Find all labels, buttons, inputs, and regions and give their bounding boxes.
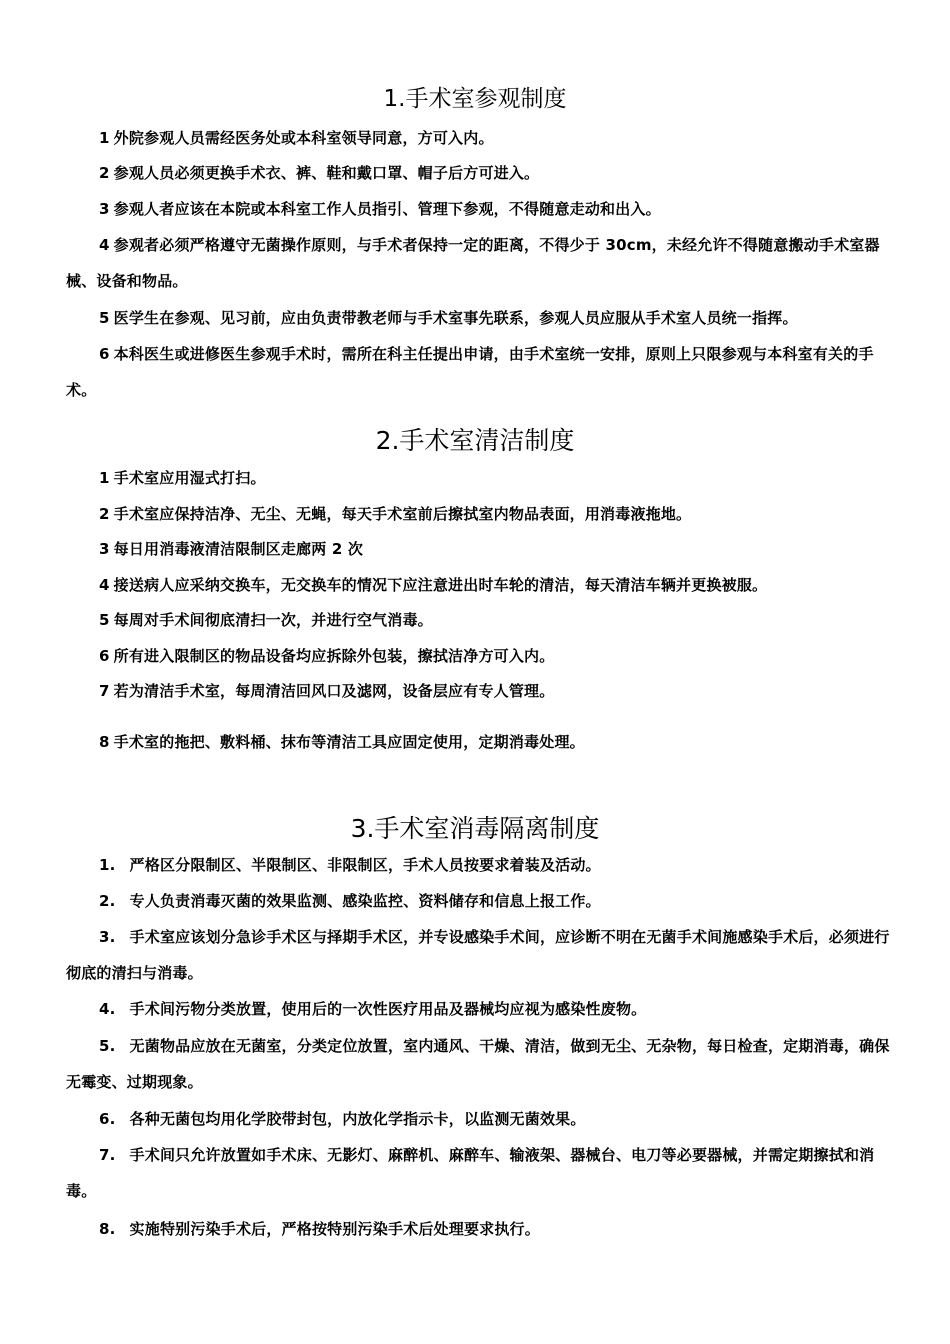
item-number: 2. xyxy=(99,892,116,910)
item-number: 1. xyxy=(99,856,116,874)
item-number: 6. xyxy=(99,1110,116,1128)
section-1-item-1 xyxy=(66,120,892,156)
item-number: 1 xyxy=(99,469,110,487)
item-text: 本科医生或进修医生参观手术时，需所在科主任提出申请，由手术室统一安排，原则上只限参观与本科室有关的手术。 xyxy=(66,345,874,399)
section-3-item-8 xyxy=(66,1211,892,1247)
section-3-item-6 xyxy=(66,1101,892,1137)
item-text: 手术室应保持洁净、无尘、无蝇，每天手术室前后擦拭室内物品表面，用消毒液拖地。 xyxy=(113,505,692,523)
section-2-item-6 xyxy=(66,638,892,674)
section-3-item-3 xyxy=(66,919,892,991)
item-text: 专人负责消毒灭菌的效果监测、感染监控、资料储存和信息上报工作。 xyxy=(129,892,601,910)
section-2-item-3 xyxy=(66,531,892,567)
section-3-item-4 xyxy=(66,991,892,1027)
item-text: 每周对手术间彻底清扫一次，并进行空气消毒。 xyxy=(113,611,433,629)
section-1-item-3 xyxy=(66,191,892,227)
item-number: 5 xyxy=(99,611,110,629)
item-number: 7 xyxy=(99,682,110,700)
item-text: 所有进入限制区的物品设备均应拆除外包装，擦拭洁净方可入内。 xyxy=(113,647,555,665)
item-text: 严格区分限制区、半限制区、非限制区，手术人员按要求着装及活动。 xyxy=(129,856,601,874)
section-3-item-1 xyxy=(66,847,892,883)
item-number: 4 xyxy=(99,576,110,594)
item-number: 3 xyxy=(99,200,110,218)
item-number: 2 xyxy=(99,505,110,523)
item-text: 手术室应该划分急诊手术区与择期手术区，并专设感染手术间，应诊断不明在无菌手术间施感染手术后，必须进行彻底的清扫与消毒。 xyxy=(66,928,890,982)
item-text: 参观者必须严格遵守无菌操作原则，与手术者保持一定的距离，不得少于 30cm，未经允许不得随意搬动手术室器械、设备和物品。 xyxy=(66,236,880,290)
item-text: 实施特别污染手术后，严格按特别污染手术后处理要求执行。 xyxy=(129,1220,540,1238)
section-1-item-4 xyxy=(66,227,892,299)
item-text: 手术间污物分类放置，使用后的一次性医疗用品及器械均应视为感染性废物。 xyxy=(129,1000,647,1018)
item-number: 7. xyxy=(99,1146,116,1164)
section-2-item-4 xyxy=(66,567,892,603)
item-text: 手术室应用湿式打扫。 xyxy=(113,469,266,487)
item-text: 参观人者应该在本院或本科室工作人员指引、管理下参观，不得随意走动和出入。 xyxy=(113,200,661,218)
item-text: 参观人员必须更换手术衣、裤、鞋和戴口罩、帽子后方可进入。 xyxy=(113,164,540,182)
item-number: 6 xyxy=(99,647,110,665)
item-number: 5 xyxy=(99,309,110,327)
item-text: 医学生在参观、见习前，应由负责带教老师与手术室事先联系，参观人员应服从手术室人员统一指挥。 xyxy=(113,309,798,327)
item-number: 1 xyxy=(99,129,110,147)
item-text: 手术间只允许放置如手术床、无影灯、麻醉机、麻醉车、输液架、器械台、电刀等必要器械，并需定期擦拭和消毒。 xyxy=(66,1146,875,1200)
item-number: 4. xyxy=(99,1000,116,1018)
section-2-title: 2.手术室清洁制度 xyxy=(375,426,575,455)
item-number: 2 xyxy=(99,164,110,182)
section-3-item-5 xyxy=(66,1028,892,1100)
item-number: 8 xyxy=(99,733,110,751)
section-1-item-2 xyxy=(66,155,892,191)
item-number: 8. xyxy=(99,1220,116,1238)
section-1-title: 1.手术室参观制度 xyxy=(383,86,567,112)
section-3-item-7 xyxy=(66,1137,892,1209)
section-3-title: 3.手术室消毒隔离制度 xyxy=(350,814,600,843)
item-number: 3 xyxy=(99,540,110,558)
item-text: 每日用消毒液清洁限制区走廊两 2 次 xyxy=(113,540,364,558)
section-2-item-1 xyxy=(66,460,892,496)
item-number: 6 xyxy=(99,345,110,363)
section-2-item-8 xyxy=(66,724,892,760)
item-number: 3. xyxy=(99,928,116,946)
item-text: 若为清洁手术室，每周清洁回风口及滤网，设备层应有专人管理。 xyxy=(113,682,555,700)
item-text: 外院参观人员需经医务处或本科室领导同意，方可入内。 xyxy=(113,129,494,147)
item-text: 接送病人应采纳交换车，无交换车的情况下应注意进出时车轮的清洁，每天清洁车辆并更换被服。 xyxy=(113,576,768,594)
item-number: 5. xyxy=(99,1037,116,1055)
section-2-item-5 xyxy=(66,602,892,638)
section-3-item-2 xyxy=(66,883,892,919)
section-2-item-7 xyxy=(66,673,892,709)
item-text: 无菌物品应放在无菌室，分类定位放置，室内通风、干燥、清洁，做到无尘、无杂物，每日检查，定期消毒，确保无霉变、过期现象。 xyxy=(66,1037,890,1091)
section-2-item-2 xyxy=(66,496,892,532)
section-1-item-5 xyxy=(66,300,892,336)
item-text: 手术室的拖把、敷料桶、抹布等清洁工具应固定使用，定期消毒处理。 xyxy=(113,733,585,751)
item-number: 4 xyxy=(99,236,110,254)
item-text: 各种无菌包均用化学胶带封包，内放化学指示卡，以监测无菌效果。 xyxy=(129,1110,586,1128)
section-1-item-6 xyxy=(66,336,892,408)
